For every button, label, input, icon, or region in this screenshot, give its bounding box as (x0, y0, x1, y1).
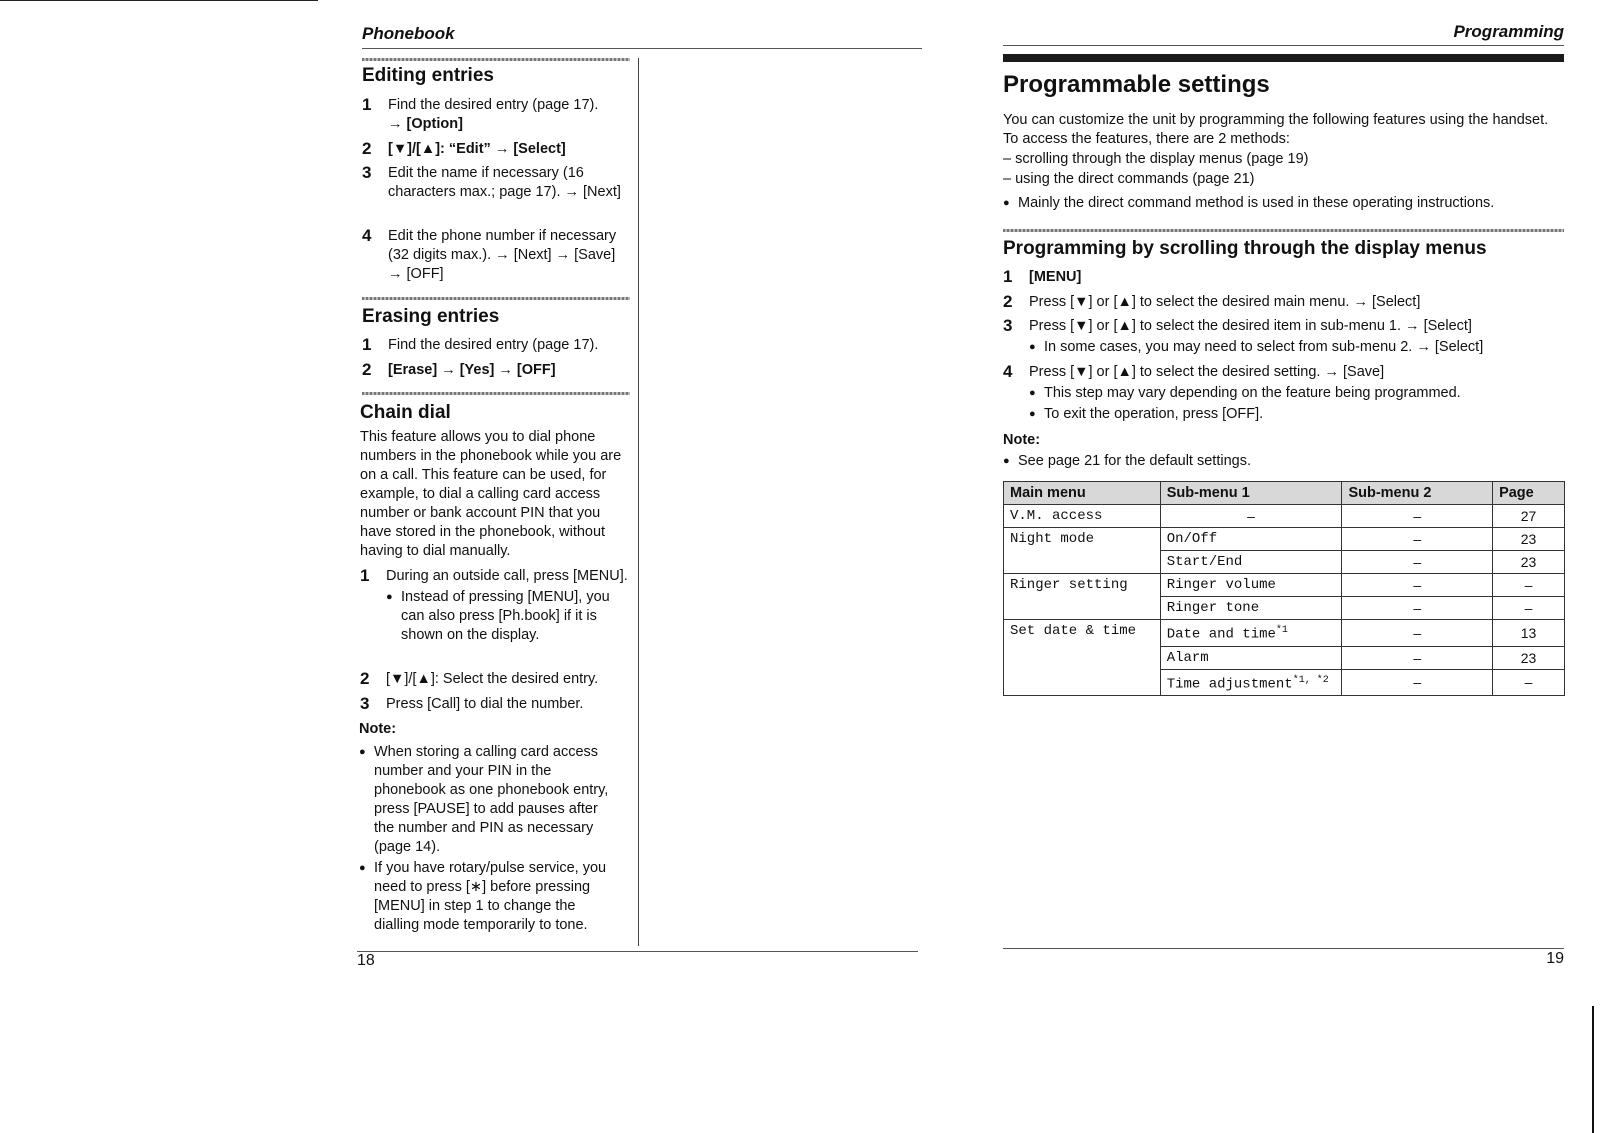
prog-step-1: 1 [MENU] (1003, 267, 1082, 286)
table-row (1004, 620, 1565, 647)
intro-line-1: You can customize the unit by programming the following features using the handset. (1003, 112, 1549, 128)
table-header: Main menu (1004, 482, 1161, 505)
scan-edge-line (0, 0, 318, 1)
page-cell: 27 (1493, 505, 1565, 528)
chain-dial-intro: This feature allows you to dial phone numbers in the phonebook while you are on a call. This feature can be used, for example, to dial a calling card access number or bank account PIN that you have stored in the phonebook, without having to dial manually. (360, 429, 622, 559)
sub-menu-2-cell: – (1342, 597, 1493, 620)
page-cell: – (1493, 669, 1565, 696)
prog-step-3-bullet: ● In some cases, you may need to select from sub-menu 2. → [Select] (1029, 338, 1568, 357)
method-1: – scrolling through the display menus (page 19) (1003, 151, 1309, 167)
right-note (1003, 452, 1563, 471)
chain-step-1: 1 During an outside call, press [MENU]. ● Instead of pressing [MENU], you can also press [Ph.book] if it is shown on the display. (360, 567, 628, 667)
right-page-header: Programming (1453, 22, 1564, 41)
editing-step-3: 3 Edit the name if necessary (16 characters max.; page 17). → [Next] (362, 163, 621, 200)
page-cell: – (1493, 574, 1565, 597)
page-cell: 23 (1493, 551, 1565, 574)
prog-step-4-bullet-1: ● This step may vary depending on the feature being programmed. (1029, 384, 1568, 403)
prog-step-4-bullet-2: ● To exit the operation, press [OFF]. (1029, 405, 1568, 424)
intro-bullet: ● Mainly the direct command method is used in these operating instructions. (1003, 194, 1568, 213)
main-menu-cell: Set date & time (1004, 620, 1161, 696)
section-bar (362, 392, 630, 395)
page-cell: – (1493, 597, 1565, 620)
sub-menu-1-cell: Ringer tone (1160, 597, 1342, 620)
title-bar (1003, 54, 1564, 62)
prog-step-2: 2 Press [▼] or [▲] to select the desired main menu. → [Select] (1003, 292, 1421, 311)
intro-block (1003, 111, 1568, 213)
sub-menu-2-cell: – (1342, 669, 1493, 696)
chain-dial-title: Chain dial (360, 402, 451, 423)
sub-menu-2-cell: – (1342, 620, 1493, 647)
prog-step-4: 4 Press [▼] or [▲] to select the desired setting. → [Save] ● This step may vary depending on the feature being programmed. ● To exit the operation, press [OFF]. (1003, 363, 1568, 427)
sub-menu-1-cell: On/Off (1160, 528, 1342, 551)
section-bar (362, 58, 630, 61)
chain-step-3: 3 Press [Call] to dial the number. (360, 694, 584, 713)
main-menu-cell: Night mode (1004, 528, 1161, 574)
page-cell: 23 (1493, 646, 1565, 669)
page-title: Programmable settings (1003, 71, 1270, 98)
erasing-step-1: 1 Find the desired entry (page 17). (362, 335, 599, 354)
right-note-label: Note: (1003, 432, 1041, 448)
main-menu-cell: V.M. access (1004, 505, 1161, 528)
table-header-row (1004, 482, 1565, 505)
sub-menu-2-cell: – (1342, 574, 1493, 597)
table-row (1004, 574, 1565, 597)
chain-notes (359, 743, 621, 935)
section-bar (362, 297, 630, 300)
chain-step-1-bullet: ● Instead of pressing [MENU], you can also press [Ph.book] if it is shown on the display. (386, 588, 628, 645)
chain-note-1: ● When storing a calling card access number and your PIN in the phonebook as one phonebook entry, press [PAUSE] to add pauses after the number and PIN as necessary (page 14). (359, 743, 621, 857)
erasing-step-2: 2 [Erase] → [Yes] → [OFF] (362, 360, 556, 379)
sub-menu-1-cell: Alarm (1160, 646, 1342, 669)
sub-menu-1-cell: Time adjustment$^{*1, *2}$ (1160, 669, 1342, 696)
page-cell: 23 (1493, 528, 1565, 551)
page-cell: 13 (1493, 620, 1565, 647)
sub-menu-1-cell: Start/End (1160, 551, 1342, 574)
table-header: Sub-menu 2 (1342, 482, 1493, 505)
footnote-marker: *1 (1275, 625, 1288, 636)
left-page-header: Phonebook (362, 24, 455, 43)
right-note-bullet: ● See page 21 for the default settings. (1003, 452, 1563, 471)
method-2: – using the direct commands (page 21) (1003, 171, 1255, 187)
table-header: Page (1493, 482, 1565, 505)
left-page-number: 18 (357, 952, 375, 969)
sub-menu-2-cell: – (1342, 551, 1493, 574)
programming-table (1003, 481, 1565, 696)
sub-menu-2-cell: – (1342, 505, 1493, 528)
erasing-title: Erasing entries (362, 306, 500, 327)
chain-note-2: ● If you have rotary/pulse service, you need to press [∗] before pressing [MENU] in step 1 to change the dialling mode temporarily to tone. (359, 859, 621, 935)
sub-menu-1-cell: – (1160, 505, 1342, 528)
chain-step-2: 2 [▼]/[▲]: Select the desired entry. (360, 669, 599, 688)
editing-step-4: 4 Edit the phone number if necessary (32 digits max.). → [Next] → [Save] → [OFF] (362, 226, 617, 282)
editing-title: Editing entries (362, 65, 494, 86)
main-menu-cell: Ringer setting (1004, 574, 1161, 620)
table-header: Sub-menu 1 (1160, 482, 1342, 505)
right-page-number: 19 (1546, 950, 1564, 967)
section-bar (1003, 229, 1564, 232)
sub-menu-2-cell: – (1342, 646, 1493, 669)
left-footer-rule (357, 951, 918, 952)
right-footer-rule (1003, 948, 1564, 949)
left-column-divider (638, 58, 639, 946)
chain-note-label: Note: (359, 721, 397, 737)
scan-edge-mark (1592, 1006, 1594, 1133)
prog-step-3: 3 Press [▼] or [▲] to select the desired item in sub-menu 1. → [Select] ● In some cases, you may need to select from sub-menu 2. → [Select] (1003, 317, 1568, 359)
table-row (1004, 505, 1565, 528)
scroll-section-title: Programming by scrolling through the display menus (1003, 238, 1487, 259)
editing-step-1: 1 Find the desired entry (page 17). → [Option] (362, 95, 599, 132)
sub-menu-1-cell: Date and time$^{*1}$ (1160, 620, 1342, 647)
right-header-rule (1003, 45, 1564, 46)
sub-menu-2-cell: – (1342, 528, 1493, 551)
editing-step-2: 2 [▼]/[▲]: “Edit” → [Select] (362, 139, 566, 158)
left-header-rule (362, 48, 922, 49)
intro-line-2: To access the features, there are 2 methods: (1003, 131, 1290, 147)
sub-menu-1-cell: Ringer volume (1160, 574, 1342, 597)
footnote-marker: *1, *2 (1292, 674, 1329, 686)
table-row (1004, 528, 1565, 551)
